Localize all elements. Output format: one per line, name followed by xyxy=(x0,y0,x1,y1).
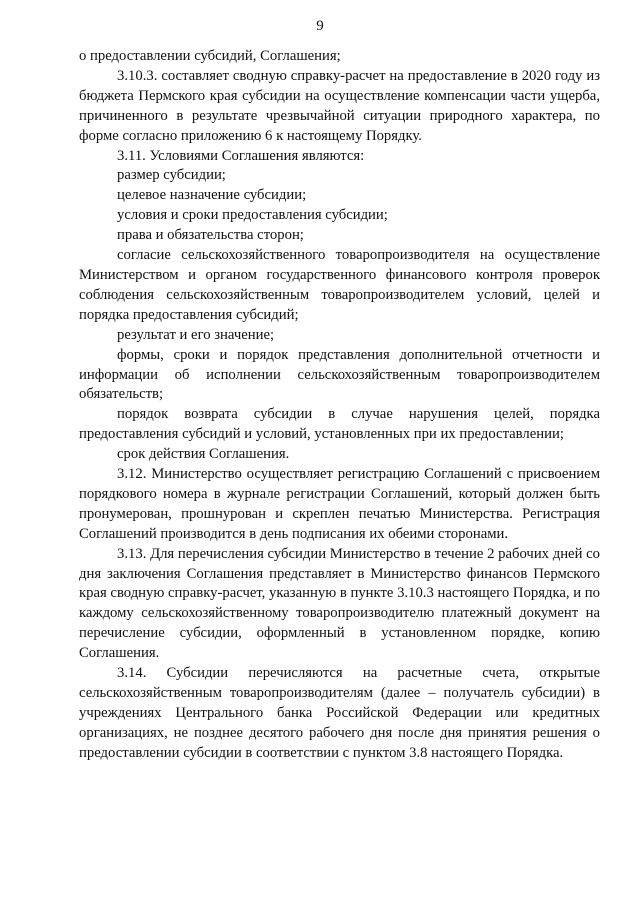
paragraph: о предоставлении субсидий, Соглашения; xyxy=(79,48,341,64)
list-item: условия и сроки предоставления субсидии; xyxy=(117,207,388,224)
list-item: согласие сельскохозяйственного товаропроизводителя на осуществление Министерством и органом государственного финансового контроля проверок соблюдения сельскохозяйственным товаропроизводителем условий, целей и порядка предоставления субсидий; xyxy=(79,247,600,323)
paragraph-3-14: 3.14. Субсидии перечисляются на расчетные счета, открытые сельскохозяйственным товаропроизводителям (далее – получатель субсидии) в учреждениях Центрального банка Российской Федерации или кредитных организациях, не позднее десятого рабочего дня после дня принятия решения о предоставлении субсидии в соответствии с пунктом 3.8 настоящего Порядка. xyxy=(79,665,600,761)
paragraph-3-10-3: 3.10.3. составляет сводную справку-расчет на предоставление в 2020 году из бюджета Пермского края субсидии на осуществление компенсации части ущерба, причиненного в результате чрезвычайной ситуации природного характера, по форме согласно приложению 6 к настоящему Порядку. xyxy=(79,67,600,144)
list-item: целевое назначение субсидии; xyxy=(117,187,307,204)
list-item: срок действия Соглашения. xyxy=(117,446,290,463)
list-item: результат и его значение; xyxy=(117,326,275,343)
list-item: формы, сроки и порядок представления дополнительной отчетности и информации об исполнении сельскохозяйственным товаропроизводителем обязательств; xyxy=(79,346,600,403)
paragraph-3-11: 3.11. Условиями Соглашения являются: xyxy=(117,147,365,164)
list-item: права и обязательства сторон; xyxy=(117,227,304,244)
paragraph-3-13: 3.13. Для перечисления субсидии Министерство в течение 2 рабочих дней со дня заключения Соглашения представляет в Министерство финансов Пермского края сводную справку-расчет, указанную в пункте 3.10.3 настоящего Порядка, и по каждому сельскохозяйственному товаропроизводителю платежный документ на перечисление субсидии, оформленный в установленном порядке, копию Соглашения. xyxy=(79,545,600,662)
list-item: размер субсидии; xyxy=(117,167,226,184)
paragraph-3-12: 3.12. Министерство осуществляет регистрацию Соглашений с присвоением порядкового номера в журнале регистрации Соглашений, который должен быть пронумерован, прошнурован и скреплен печатью Министерства. Регистрация Соглашений производится в день подписания их обеими сторонами. xyxy=(79,466,600,542)
document-body xyxy=(79,47,600,764)
page-number: 9 xyxy=(316,18,324,34)
list-item: порядок возврата субсидии в случае нарушения целей, порядка предоставления субсидий и условий, установленных при их предоставлении; xyxy=(79,406,600,443)
